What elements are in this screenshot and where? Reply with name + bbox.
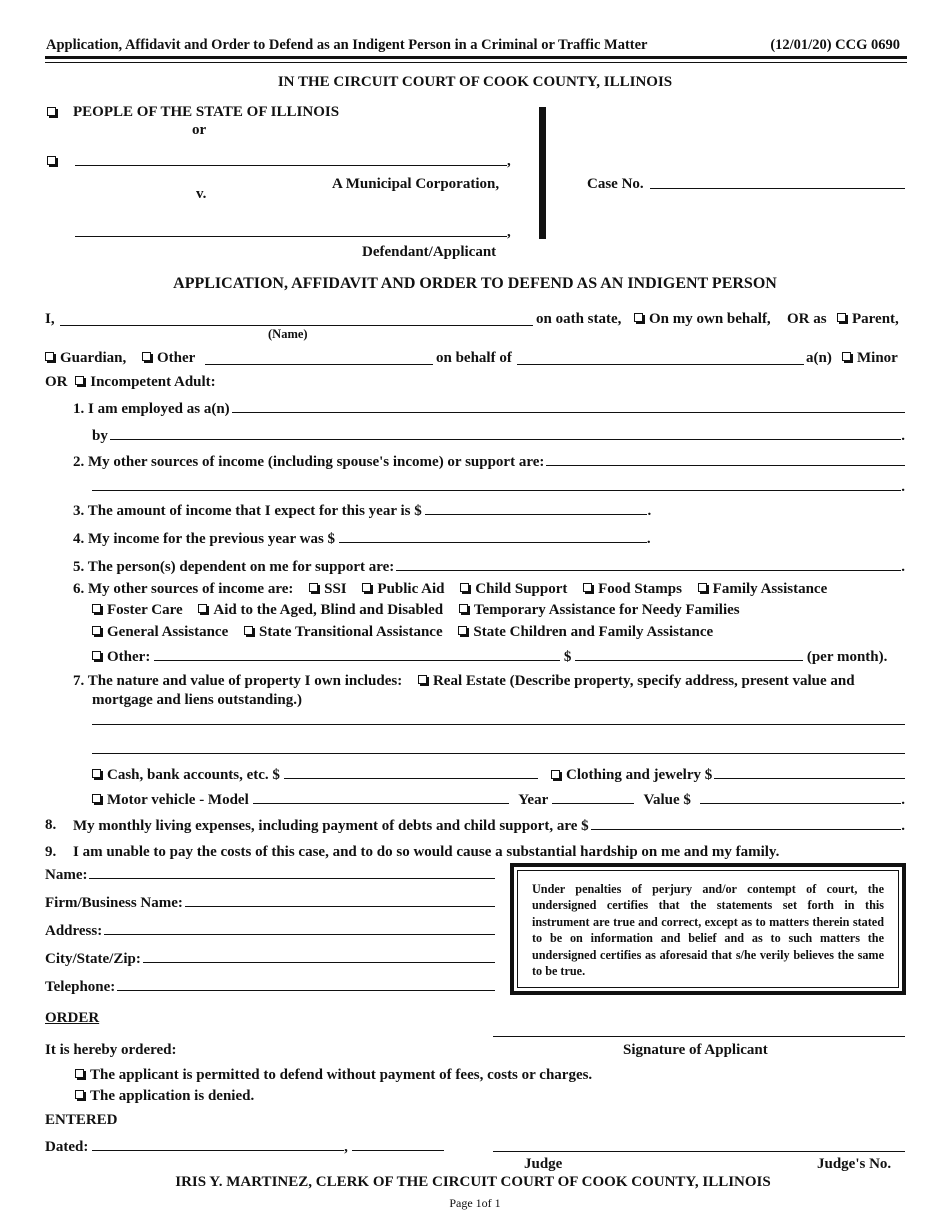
period-6: . — [901, 792, 905, 808]
item-1-by-label: by — [92, 428, 108, 444]
contact-firm-field[interactable] — [185, 894, 495, 907]
item-7-label: 7. The nature and value of property I own includes: — [73, 673, 403, 689]
court-name: IN THE CIRCUIT COURT OF COOK COUNTY, ILLINOIS — [277, 74, 673, 90]
other-income-row — [73, 453, 905, 471]
guardian-checkbox[interactable] — [45, 352, 54, 361]
motor-vehicle-label: Motor vehicle - Model — [107, 792, 249, 808]
header-rule-thin — [45, 62, 907, 63]
page-number: Page 1of 1 — [449, 1196, 501, 1210]
municipality-name-field[interactable] — [75, 165, 507, 166]
item-5-label: 5. The person(s) dependent on me for support are: — [73, 559, 395, 575]
judge-label: Judge — [524, 1156, 563, 1172]
clothing-checkbox[interactable] — [551, 770, 560, 779]
item-6-label: 6. My other sources of income are: — [73, 581, 294, 597]
food-stamps-label: Food Stamps — [598, 581, 682, 597]
item-7-continuation: mortgage and liens outstanding.) — [92, 692, 303, 708]
contact-telephone-row — [45, 978, 495, 996]
other-income-amount-field[interactable] — [575, 648, 803, 661]
other-income-row-2 — [92, 478, 905, 496]
item-3-label: 3. The amount of income that I expect for this year is $ — [73, 503, 422, 519]
period-2: . — [901, 479, 905, 495]
real-estate-field-1[interactable] — [92, 724, 905, 725]
ordered-label: It is hereby ordered: — [45, 1042, 177, 1058]
period-4: . — [646, 531, 651, 547]
vehicle-model-field[interactable] — [253, 791, 509, 804]
header-rule-thick — [45, 56, 907, 59]
ssi-checkbox[interactable] — [309, 583, 318, 592]
dated-label: Dated: — [45, 1139, 89, 1155]
cash-amount-field[interactable] — [284, 766, 538, 779]
or-label-2: OR — [45, 374, 68, 390]
clerk-name: IRIS Y. MARTINEZ, CLERK OF THE CIRCUIT COURT OF COOK COUNTY, ILLINOIS — [175, 1174, 771, 1190]
period-1: . — [901, 428, 905, 444]
period-5: . — [901, 559, 905, 575]
permitted-label: The applicant is permitted to defend without payment of fees, costs or charges. — [90, 1067, 593, 1083]
municipality-checkbox[interactable] — [47, 156, 56, 165]
applicant-name-field[interactable] — [60, 325, 533, 326]
comma-2: , — [507, 224, 511, 240]
value-label: Value $ — [643, 792, 691, 808]
foster-care-label: Foster Care — [107, 602, 183, 618]
on-behalf-of-field[interactable] — [517, 364, 804, 365]
item-2-label: 2. My other sources of income (including spouse's income) or support are: — [73, 454, 545, 470]
dated-field[interactable] — [92, 1138, 344, 1151]
applicant-signature-field[interactable] — [493, 1036, 905, 1037]
motor-vehicle-checkbox[interactable] — [92, 794, 101, 803]
living-expenses-field[interactable] — [591, 817, 902, 830]
contact-address-field[interactable] — [104, 922, 495, 935]
contact-city-label: City/State/Zip: — [45, 951, 141, 967]
child-support-checkbox[interactable] — [460, 583, 469, 592]
certification-text: Under penalties of perjury and/or contempt of court, the undersigned certifies that the statements set forth in this instrument are true and correct, except as to matters therein stated to be on information and belief and as to such matters the undersigned certifies as aforesaid that s/he verily believes the same to be true. — [517, 870, 899, 988]
vehicle-value-row — [700, 791, 905, 809]
signature-applicant-label: Signature of Applicant — [623, 1042, 768, 1058]
other-income-description-field[interactable] — [154, 648, 560, 661]
on-oath-label: on oath state, — [536, 311, 622, 327]
state-children-checkbox[interactable] — [458, 626, 467, 635]
or-as-label: OR as — [787, 311, 827, 327]
public-aid-label: Public Aid — [377, 581, 445, 597]
foster-care-checkbox[interactable] — [92, 604, 101, 613]
parent-label: Parent, — [852, 311, 899, 327]
tanf-label: Temporary Assistance for Needy Families — [473, 602, 740, 618]
permitted-checkbox[interactable] — [75, 1069, 84, 1078]
versus-label: v. — [196, 186, 207, 202]
contact-telephone-field[interactable] — [117, 978, 495, 991]
caption-divider — [539, 107, 546, 239]
contact-telephone-label: Telephone: — [45, 979, 116, 995]
contact-address-label: Address: — [45, 923, 103, 939]
state-transitional-checkbox[interactable] — [244, 626, 253, 635]
denied-checkbox[interactable] — [75, 1090, 84, 1099]
contact-name-label: Name: — [45, 867, 88, 883]
employer-field[interactable] — [110, 427, 901, 440]
aged-blind-checkbox[interactable] — [198, 604, 207, 613]
food-stamps-checkbox[interactable] — [583, 583, 592, 592]
a-n-label: a(n) — [806, 350, 832, 366]
item-8-label: My monthly living expenses, including payment of debts and child support, are $ — [73, 818, 589, 834]
case-no-label: Case No. — [587, 176, 644, 192]
vehicle-year-field[interactable] — [552, 791, 634, 804]
contact-city-row — [45, 950, 495, 968]
item-9-number: 9. — [45, 844, 57, 860]
per-month-label: (per month). — [806, 649, 888, 665]
other-income-field[interactable] — [546, 453, 905, 466]
state-children-label: State Children and Family Assistance — [473, 624, 714, 640]
cash-checkbox[interactable] — [92, 769, 101, 778]
contact-address-row — [45, 922, 495, 940]
item-4-label: 4. My income for the previous year was $ — [73, 531, 336, 547]
other-income-label: Other: — [107, 649, 151, 665]
tanf-checkbox[interactable] — [459, 604, 468, 613]
living-expenses-row — [73, 817, 905, 835]
minor-label: Minor — [857, 350, 898, 366]
aged-blind-label: Aid to the Aged, Blind and Disabled — [213, 602, 444, 618]
family-assistance-label: Family Assistance — [712, 581, 828, 597]
people-label: PEOPLE OF THE STATE OF ILLINOIS — [73, 104, 340, 120]
item-9-label: I am unable to pay the costs of this case, and to do so would cause a substantial hardship on me and my family. — [73, 844, 780, 860]
guardian-label: Guardian, — [60, 350, 127, 366]
item-8-number: 8. — [45, 817, 57, 833]
judge-number-label: Judge's No. — [817, 1156, 892, 1172]
clothing-amount-field[interactable] — [714, 766, 905, 779]
dollar-label: $ — [563, 649, 572, 665]
certification-box — [510, 863, 906, 995]
defendant-name-field[interactable] — [75, 236, 507, 237]
or-label: or — [192, 122, 207, 138]
minor-checkbox[interactable] — [842, 352, 851, 361]
real-estate-label: Real Estate (Describe property, specify address, present value and — [432, 673, 855, 689]
municipal-corporation-label: A Municipal Corporation, — [332, 176, 500, 192]
item-1-label: 1. I am employed as a(n) — [73, 401, 230, 417]
contact-name-field[interactable] — [89, 866, 495, 879]
own-behalf-checkbox[interactable] — [634, 313, 643, 322]
form-title: Application, Affidavit and Order to Defend as an Indigent Person in a Criminal or Traffic Matter — [46, 37, 648, 53]
general-assistance-checkbox[interactable] — [92, 626, 101, 635]
dated-comma: , — [344, 1139, 348, 1155]
previous-income-field[interactable] — [339, 530, 647, 543]
contact-firm-row — [45, 894, 495, 912]
judge-signature-field[interactable] — [493, 1151, 905, 1152]
contact-city-field[interactable] — [143, 950, 495, 963]
year-label: Year — [518, 792, 548, 808]
entered-label: ENTERED — [45, 1112, 118, 1128]
denied-label: The application is denied. — [90, 1088, 255, 1104]
incompetent-checkbox[interactable] — [75, 376, 84, 385]
real-estate-field-2[interactable] — [92, 753, 905, 754]
clothing-label: Clothing and jewelry $ — [566, 767, 713, 783]
other-relationship-field[interactable] — [205, 364, 433, 365]
order-heading: ORDER — [45, 1010, 100, 1026]
contact-firm-label: Firm/Business Name: — [45, 895, 183, 911]
document-title: APPLICATION, AFFIDAVIT AND ORDER TO DEFEND AS AN INDIGENT PERSON — [173, 275, 777, 292]
other-income-checkbox[interactable] — [92, 651, 101, 660]
form-code: (12/01/20) CCG 0690 — [770, 37, 900, 53]
vehicle-value-field[interactable] — [700, 791, 901, 804]
dated-year-field[interactable] — [352, 1138, 444, 1151]
other-income-field-2[interactable] — [92, 478, 901, 491]
other-relationship-label: Other — [157, 350, 196, 366]
child-support-label: Child Support — [475, 581, 568, 597]
employment-row — [73, 400, 905, 418]
parent-checkbox[interactable] — [837, 313, 846, 322]
own-behalf-label: On my own behalf, — [649, 311, 771, 327]
period-7: . — [901, 818, 905, 834]
case-no-field[interactable] — [650, 188, 905, 189]
clothing-row — [551, 766, 905, 784]
other-relationship-checkbox[interactable] — [142, 352, 151, 361]
incompetent-label: Incompetent Adult: — [90, 374, 216, 390]
people-checkbox[interactable] — [47, 107, 56, 116]
period-3: . — [647, 503, 652, 519]
comma-1: , — [507, 153, 511, 169]
contact-name-row — [45, 866, 495, 884]
name-caption: (Name) — [268, 327, 308, 341]
state-transitional-label: State Transitional Assistance — [259, 624, 443, 640]
on-behalf-of-label: on behalf of — [436, 350, 512, 366]
dependents-field[interactable] — [396, 558, 901, 571]
expected-income-field[interactable] — [425, 502, 647, 515]
ssi-label: SSI — [324, 581, 347, 597]
dependents-row — [73, 558, 905, 576]
cash-label: Cash, bank accounts, etc. $ — [107, 767, 280, 783]
employer-row — [92, 427, 905, 445]
general-assistance-label: General Assistance — [107, 624, 229, 640]
public-aid-checkbox[interactable] — [362, 583, 371, 592]
family-assistance-checkbox[interactable] — [698, 583, 707, 592]
i-label: I, — [45, 311, 55, 327]
defendant-label: Defendant/Applicant — [362, 244, 497, 260]
real-estate-checkbox[interactable] — [418, 675, 427, 684]
employment-field[interactable] — [232, 400, 905, 413]
